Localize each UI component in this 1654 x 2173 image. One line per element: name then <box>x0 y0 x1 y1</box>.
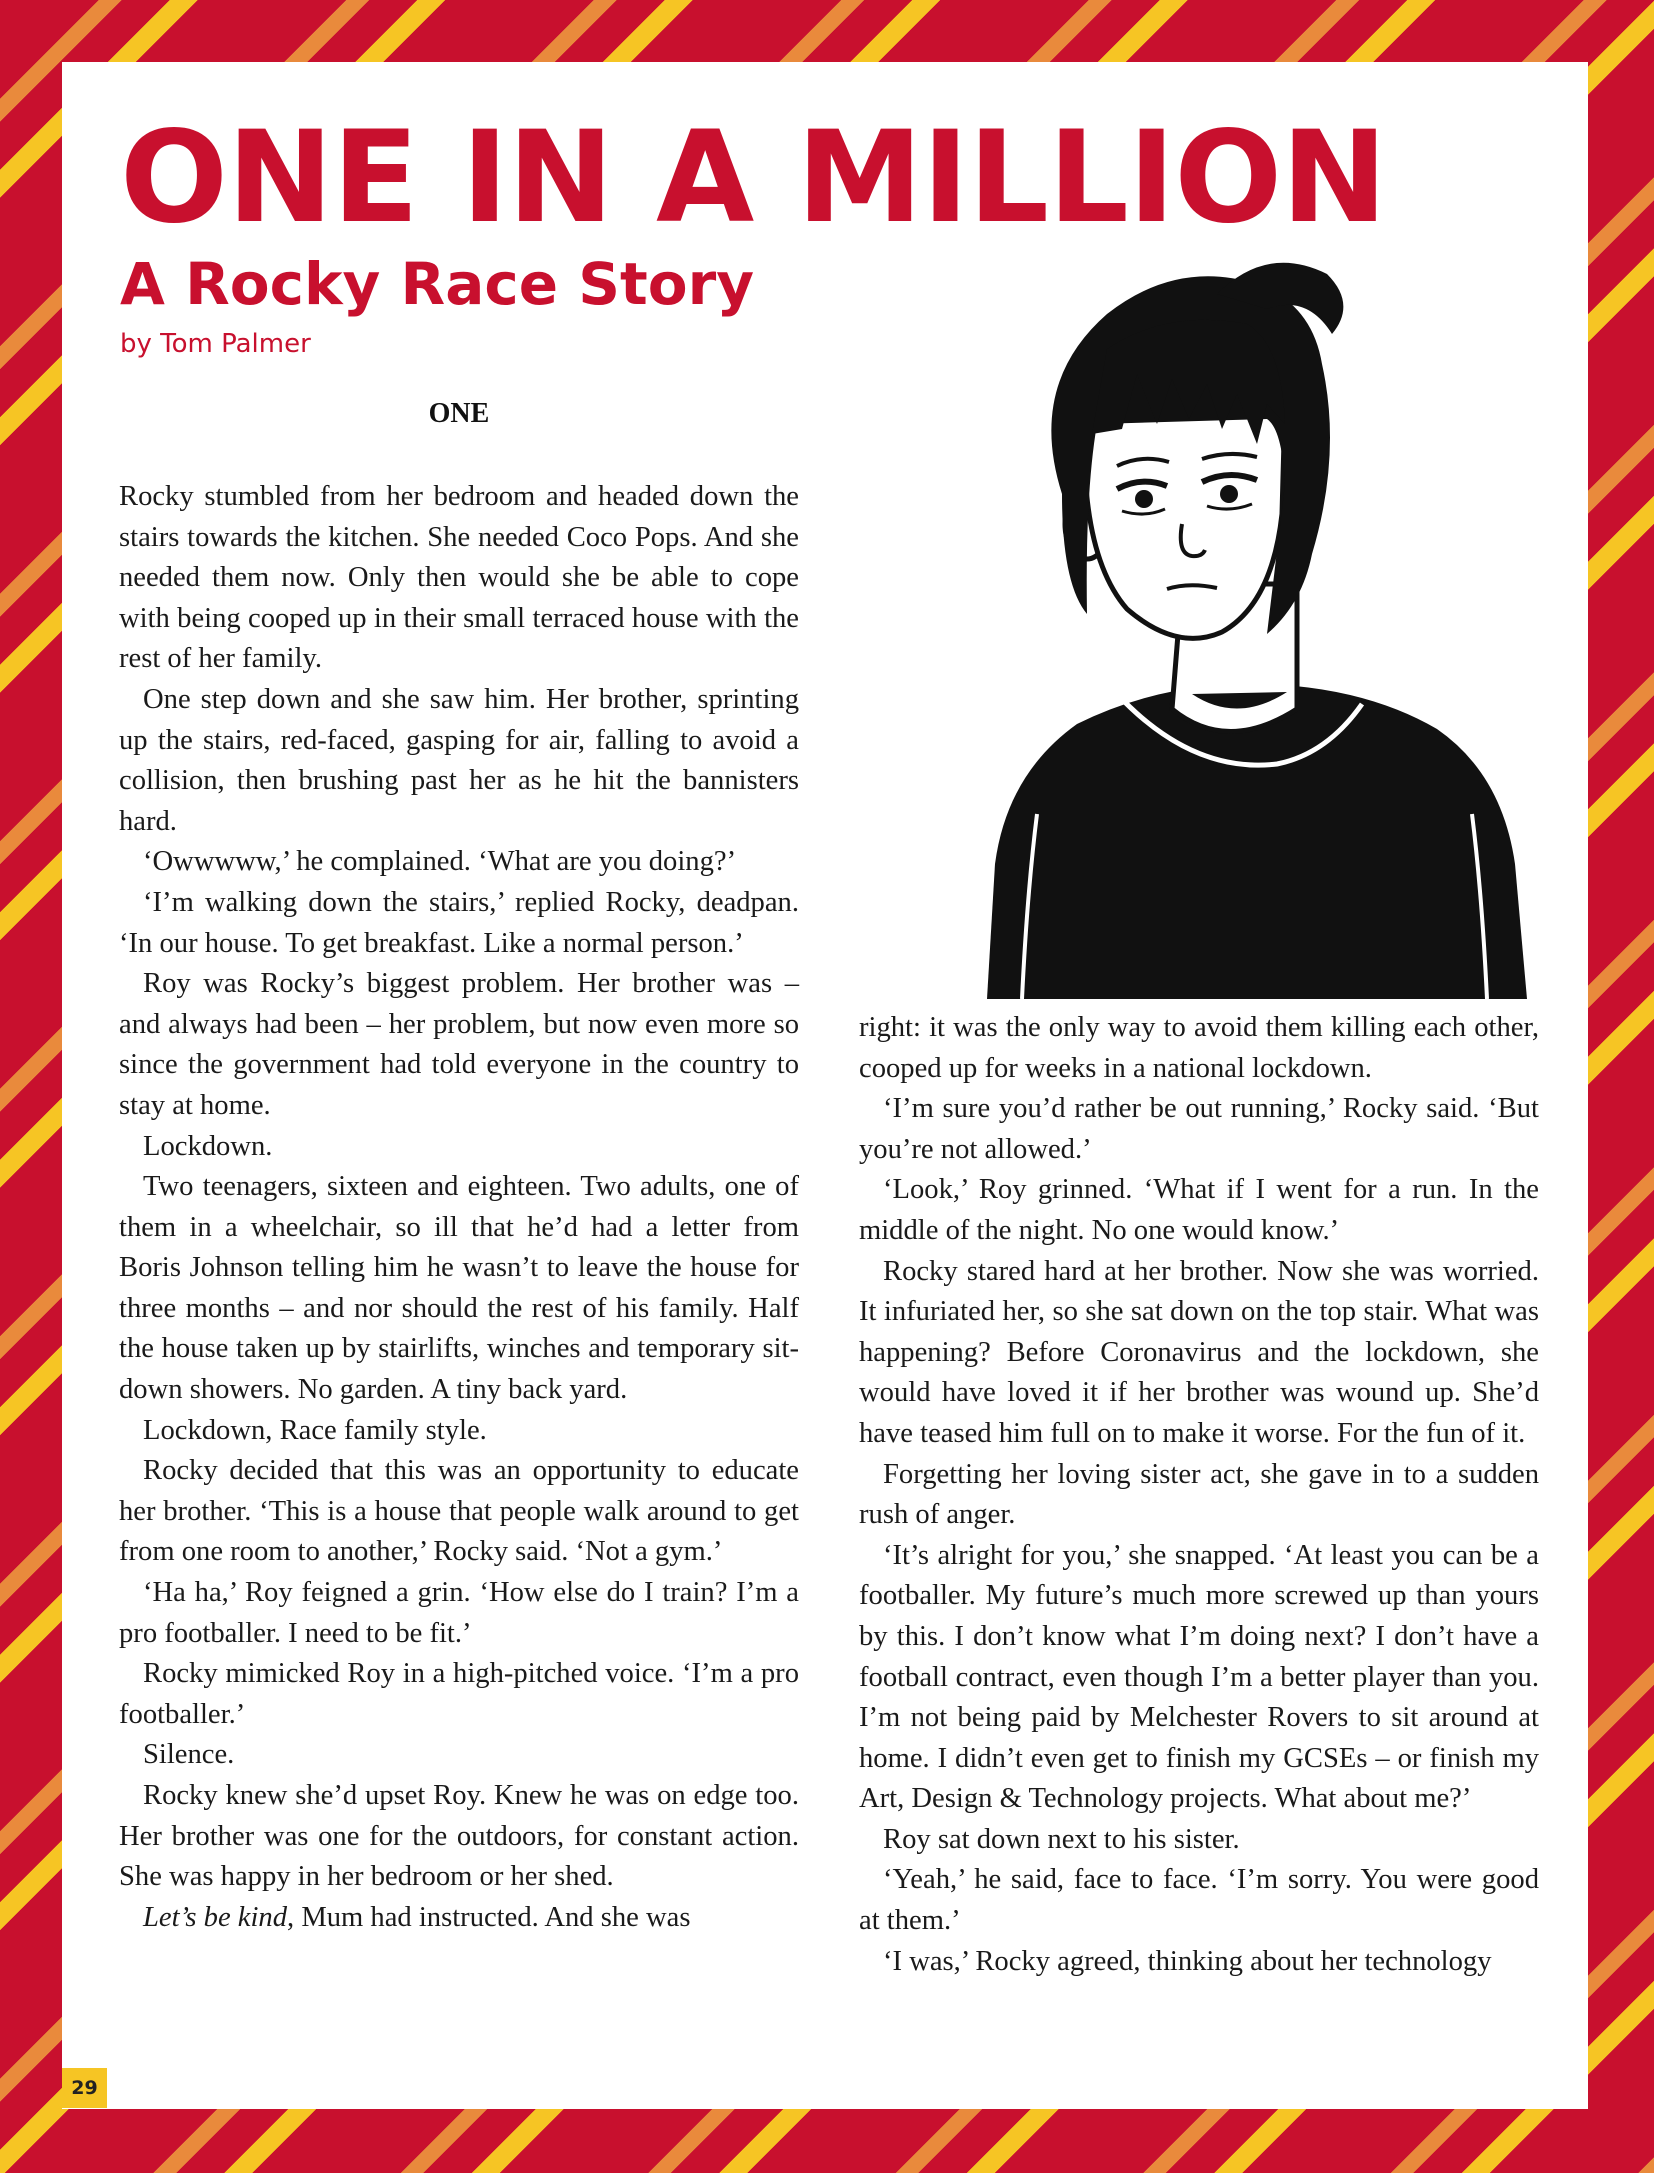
paragraph: ‘Ha ha,’ Roy feigned a grin. ‘How else do I train? I’m a pro footballer. I need to be fit.’ <box>119 1577 799 1649</box>
story-subtitle: A Rocky Race Story <box>120 250 755 318</box>
paragraph: Rocky stumbled from her bedroom and headed down the stairs towards the kitchen. She needed Coco Pops. And she needed them now. Only then would she be able to cope with being cooped up in their small terraced house with the rest of her family. <box>119 481 799 675</box>
paragraph: Rocky knew she’d upset Roy. Knew he was on edge too. Her brother was one for the outdoors, for constant action. She was happy in her bedroom or her shed. <box>119 1780 799 1893</box>
paragraph: ‘I was,’ Rocky agreed, thinking about her technology <box>883 1945 1492 1977</box>
paragraph: ‘I’m sure you’d rather be out running,’ Rocky said. ‘But you’re not allowed.’ <box>859 1093 1539 1165</box>
paragraph: Lockdown. <box>143 1130 273 1162</box>
paragraph: ‘It’s alright for you,’ she snapped. ‘At least you can be a footballer. My future’s much more screwed up than yours by this. I don’t know what I’m doing next? I don’t have a football contract, even though I’m a better player than you. I’m not being paid by Melchester Rovers to sit around at home. I didn’t even get to finish my GCSEs – or finish my Art, Design & Technology projects. What about me?’ <box>859 1539 1539 1815</box>
page-title: ONE IN A MILLION <box>120 103 1387 251</box>
paragraph: Roy sat down next to his sister. <box>883 1823 1240 1855</box>
paragraph: Two teenagers, sixteen and eighteen. Two adults, one of them in a wheelchair, so ill that he’d had a letter from Boris Johnson telling him he wasn’t to leave the house for three months – and nor should the rest of his family. Half the house taken up by stairlifts, winches and temporary sit-down showers. No garden. A tiny back yard. <box>119 1171 799 1406</box>
paragraph <box>119 1898 799 1939</box>
paragraph: Silence. <box>143 1739 235 1771</box>
paragraph: Rocky stared hard at her brother. Now she was worried. It infuriated her, so she sat down on the top stair. What was happening? Before Coronavirus and the lockdown, she would have loved it if her brother was wound up. She’d have teased him full on to make it worse. For the fun of it. <box>859 1255 1539 1449</box>
paragraph: ‘Look,’ Roy grinned. ‘What if I went for a run. In the middle of the night. No one would know.’ <box>859 1174 1539 1246</box>
paragraph: ‘Owwwww,’ he complained. ‘What are you doing?’ <box>143 846 737 878</box>
paragraph: One step down and she saw him. Her brother, sprinting up the stairs, red-faced, gasping for air, falling to avoid a collision, then brushing past her as he hit the bannisters hard. <box>119 683 799 837</box>
girl-portrait-illustration <box>967 254 1535 999</box>
paragraph: Rocky decided that this was an opportunity to educate her brother. ‘This is a house that people walk around to get from one room to another,’ Rocky said. ‘Not a gym.’ <box>119 1455 799 1568</box>
page-number: 29 <box>62 2068 107 2108</box>
chapter-heading: ONE <box>428 398 490 429</box>
paragraph: Forgetting her loving sister act, she gave in to a sudden rush of anger. <box>859 1458 1539 1531</box>
magazine-page <box>62 62 1588 2109</box>
author-byline: by Tom Palmer <box>120 329 311 359</box>
left-text-column <box>119 477 799 1938</box>
paragraph: Lockdown, Race family style. <box>143 1414 487 1446</box>
italic-phrase: Let’s be kind <box>143 1901 288 1933</box>
paragraph: ‘I’m walking down the stairs,’ replied Rocky, deadpan. ‘In our house. To get breakfast. Like a normal person.’ <box>119 886 799 959</box>
paragraph: right: it was the only way to avoid them killing each other, cooped up for weeks in a national lockdown. <box>859 1012 1539 1084</box>
paragraph: Roy was Rocky’s biggest problem. Her brother was – and always had been – her problem, but now even more so since the government had told everyone in the country to stay at home. <box>119 968 799 1121</box>
paragraph: Rocky mimicked Roy in a high-pitched voice. ‘I’m a pro footballer.’ <box>119 1658 799 1730</box>
paragraph: ‘Yeah,’ he said, face to face. ‘I’m sorry. You were good at them.’ <box>859 1864 1539 1937</box>
right-text-column <box>859 1008 1539 1982</box>
paragraph-continuation: , Mum had instructed. And she was <box>287 1901 691 1933</box>
